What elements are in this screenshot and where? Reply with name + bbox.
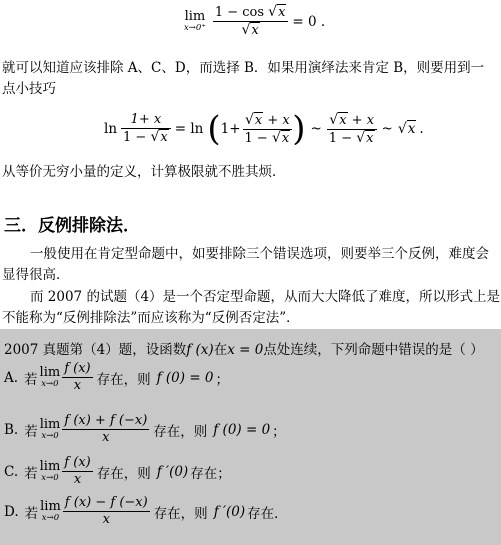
paragraph-1-line-2: 点小技巧 xyxy=(2,81,56,97)
eq2-fraction-3: $\frac{√x + x}{1 - √x}$ xyxy=(327,112,377,147)
eq2-fraction-2: $\frac{√x + x}{1 - √x}$ xyxy=(243,112,293,147)
question-stem: 2007 真题第（4）题，设函数f (x)在x = 0点处连续，下列命题中错误的是（ ） xyxy=(4,342,484,358)
option-b[interactable]: B. 若 lim x→0 $\frac{f (x) + f (-x)}{x}$ 存在，则 f (0) = 0 ； xyxy=(4,413,286,445)
paragraph-1-line-1: 就可以知道应该排除 A、C、D，而选择 B．如果用演绎法来肯定 B，则要用到一 xyxy=(2,60,485,76)
option-a[interactable]: A. 若 lim x→0 $\frac{f (x)}{x}$ 存在，则 f (0) = 0 ； xyxy=(4,361,230,393)
right-paren: ) xyxy=(292,109,306,149)
paragraph-3-line-3: 而 2007 的试题（4）是一个否定型命题，从而大大降低了难度，所以形式上是 xyxy=(30,289,501,305)
paragraph-2: 从等价无穷小量的定义，计算极限就不胜其烦． xyxy=(2,164,286,180)
option-c[interactable]: C. 若 lim x→0 $\frac{f (x)}{x}$ 存在，则 f ′(0) 存在； xyxy=(4,455,231,487)
eq1-rhs: = 0 . xyxy=(292,13,326,30)
cos-fraction: $\frac{1 - \cos √x}{√x}$ xyxy=(213,4,289,39)
log-equation: ln $\frac{1+ x}{1 - √x}$ = ln ( 1+ $\frac{√x + x}{1 - √x}$ ) ~ $\frac{√x + x}{1 - √x}$ ~ √x . xyxy=(104,109,424,149)
limit-equation-1 xyxy=(184,4,325,39)
left-paren: ( xyxy=(207,109,221,149)
section-title: 三．反例排除法． xyxy=(4,216,140,236)
lim-operator: lim x→0⁺ xyxy=(184,9,206,33)
option-d[interactable]: D. 若 lim x→0 $\frac{f (x) - f (-x)}{x}$ 存在，则 f ′(0) 存在． xyxy=(4,495,288,527)
question-panel xyxy=(0,329,501,545)
eq2-fraction-1: $\frac{1+ x}{1 - √x}$ xyxy=(121,112,171,146)
paragraph-3-line-4: 不能称为“反例排除法”而应该称为“反例否定法”． xyxy=(2,310,300,326)
paragraph-3-line-1: 一般使用在肯定型命题中，如要排除三个错误选项，则要举三个反例，难度会 xyxy=(30,246,489,262)
paragraph-3-line-2: 显得很高． xyxy=(2,267,70,283)
